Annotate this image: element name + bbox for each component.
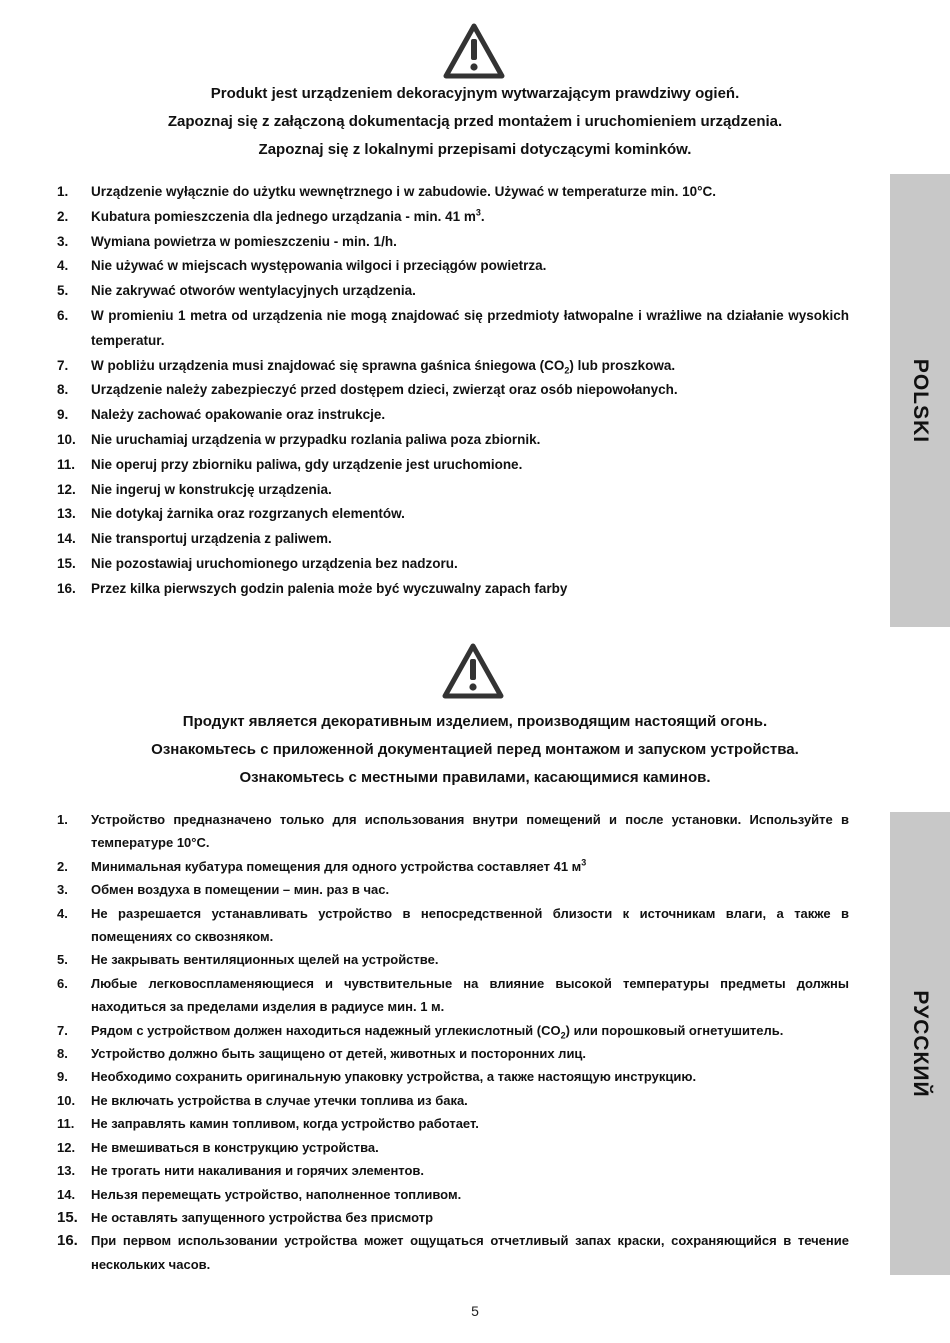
list-item-text: При первом использовании устройства может ощущаться отчетливый запах краски, сохраняющийся в течение нескольких часов.: [91, 1233, 849, 1272]
list-item: [57, 948, 849, 971]
list-item-text: Nie dotykaj żarnika oraz rozgrzanych elementów.: [91, 506, 405, 522]
list-item-number: 5.: [57, 283, 69, 299]
list-item: [57, 304, 849, 354]
list-item: [57, 972, 849, 1019]
list-item: [57, 1065, 849, 1088]
list-item: [57, 902, 849, 949]
list-item-text: W pobliżu urządzenia musi znajdować się sprawna gaśnica śniegowa (CO: [91, 357, 565, 373]
list-item: [57, 552, 849, 577]
list-item-text-tail: ) lub proszkowa.: [569, 357, 676, 373]
list-item-text: Необходимо сохранить оригинальную упаковку устройства, а также настоящую инструкцию.: [91, 1069, 697, 1085]
list-item-text: Wymiana powietrza w pomieszczeniu - min. 1/h.: [91, 233, 397, 249]
list-item-number: 9.: [57, 407, 69, 423]
polish-headline-1: Produkt jest urządzeniem dekoracyjnym wytwarzającym prawdziwy ogień.: [210, 85, 740, 102]
list-item-text: Nie operuj przy zbiorniku paliwa, gdy urządzenie jest uruchomione.: [91, 456, 523, 472]
list-item-number: 15.: [57, 1208, 78, 1226]
list-item-number: 16.: [57, 580, 76, 596]
list-item-number: 16.: [57, 1232, 78, 1250]
list-item: [57, 502, 849, 527]
list-item: [57, 1136, 849, 1159]
list-item: [57, 1183, 849, 1206]
list-item-number: 7.: [57, 357, 69, 373]
list-item-number: 2.: [57, 858, 68, 874]
list-item-text: W promieniu 1 metra od urządzenia nie mogą znajdować się przedmioty łatwopalne i wrażliwe na działanie wysokich temperatur.: [91, 307, 849, 348]
list-item: [57, 478, 849, 503]
list-item: [57, 180, 849, 205]
list-item: [57, 279, 849, 304]
list-item: [57, 527, 849, 552]
list-item-text: Nie używać w miejscach występowania wilgoci i przeciągów powietrza.: [91, 258, 547, 274]
list-item-text: Не оставлять запущенного устройства без присмотр: [91, 1209, 434, 1225]
list-item-number: 14.: [57, 531, 76, 547]
superscript: 3: [475, 207, 481, 218]
list-item-number: 15.: [57, 555, 76, 571]
list-item-number: 11.: [57, 456, 76, 472]
list-item-number: 6.: [57, 307, 69, 323]
warning-triangle-icon: [441, 642, 505, 700]
list-item-text: Не вмешиваться в конструкцию устройства.: [91, 1139, 379, 1155]
list-item: [57, 254, 849, 279]
list-item-text: Минимальная кубатура помещения для одного устройства составляет 41 м: [91, 858, 582, 874]
list-item-number: 6.: [57, 975, 68, 991]
subscript: 2: [564, 365, 570, 376]
list-item-text: Nie pozostawiaj uruchomionego urządzenia bez nadzoru.: [91, 555, 458, 571]
list-item-text: Рядом с устройством должен находиться надежный углекислотный (CO: [91, 1022, 561, 1038]
list-item-number: 8.: [57, 1046, 68, 1062]
lang-tab-russian: [890, 812, 950, 1275]
russian-headline-3: Ознакомьтесь с местными правилами, касающимися каминов.: [239, 769, 711, 786]
subscript: 2: [560, 1030, 566, 1041]
list-item-number: 7.: [57, 1022, 68, 1038]
list-item: [57, 1206, 849, 1229]
list-item-number: 14.: [57, 1186, 76, 1202]
list-item: [57, 1159, 849, 1182]
list-item-text: Nie ingeruj w konstrukcję urządzenia.: [91, 481, 332, 497]
lang-tab-polski: [890, 174, 950, 627]
list-item: [57, 1229, 849, 1276]
list-item-number: 13.: [57, 1163, 76, 1179]
list-item: [57, 354, 849, 379]
list-item-text: Обмен воздуха в помещении – мин. раз в час.: [91, 882, 390, 898]
list-item: [57, 403, 849, 428]
list-item-number: 4.: [57, 905, 68, 921]
list-item: [57, 878, 849, 901]
list-item-number: 2.: [57, 208, 69, 224]
list-item-text: Не включать устройства в случае утечки топлива из бака.: [91, 1092, 468, 1108]
list-item-text: Przez kilka pierwszych godzin palenia może być wyczuwalny zapach farby: [91, 580, 568, 596]
list-item: [57, 855, 849, 878]
list-item-text: Należy zachować opakowanie oraz instrukcje.: [91, 407, 386, 423]
list-item-text: Любые легковоспламеняющиеся и чувствительные на влияние высокой температуры предметы должны находиться за пределами изделия в радиусе мин. 1 м.: [91, 975, 849, 1015]
list-item-number: 8.: [57, 382, 69, 398]
lang-tab-label: POLSKI: [909, 358, 932, 443]
list-item-text: Nie transportuj urządzenia z paliwem.: [91, 531, 332, 547]
list-item-number: 3.: [57, 882, 68, 898]
list-item-text-tail: ) или порошковый огнетушитель.: [565, 1022, 784, 1038]
list-item: [57, 1042, 849, 1065]
list-item: [57, 577, 849, 602]
page-number: 5: [471, 1303, 479, 1319]
list-item-text: Kubatura pomieszczenia dla jednego urządzania - min. 41 m: [91, 208, 476, 224]
list-item: [57, 205, 849, 230]
list-item-text-tail: .: [480, 208, 485, 224]
list-item-number: 4.: [57, 258, 69, 274]
list-item: [57, 230, 849, 255]
list-item-number: 11.: [57, 1116, 75, 1132]
list-item-text: Nie uruchamiaj urządzenia w przypadku rozlania paliwa poza zbiornik.: [91, 431, 541, 447]
list-item: [57, 1112, 849, 1135]
list-item-text: Не заправлять камин топливом, когда устройство работает.: [91, 1116, 479, 1132]
list-item: [57, 453, 849, 478]
list-item-text: Urządzenie wyłącznie do użytku wewnętrznego i w zabudowie. Używać w temperaturze min. 10°C.: [91, 184, 717, 199]
list-item-text: Не разрешается устанавливать устройство в непосредственной близости к источникам влаги, а также в помещениях со сквозняком.: [91, 905, 849, 945]
list-item-number: 13.: [57, 506, 76, 522]
lang-tab-label: РУССКИЙ: [909, 989, 932, 1098]
list-item-number: 1.: [57, 184, 69, 199]
list-item: [57, 378, 849, 403]
polish-headline-3: Zapoznaj się z lokalnymi przepisami dotyczącymi kominków.: [258, 141, 692, 158]
list-item: [57, 808, 849, 855]
superscript: 3: [581, 857, 587, 868]
list-item-number: 12.: [57, 481, 76, 497]
warning-triangle-icon: [442, 22, 506, 80]
list-item: [57, 1089, 849, 1112]
list-item-number: 10.: [57, 1092, 76, 1108]
list-item-number: 1.: [57, 812, 68, 827]
list-item-text: Нельзя перемещать устройство, наполненное топливом.: [91, 1186, 462, 1202]
list-item-number: 3.: [57, 233, 69, 249]
list-item-text: Не закрывать вентиляционных щелей на устройстве.: [91, 952, 439, 968]
list-item-number: 9.: [57, 1069, 68, 1085]
list-item-text: Nie zakrywać otworów wentylacyjnych urządzenia.: [91, 283, 416, 299]
polish-headline-2: Zapoznaj się z załączoną dokumentacją przed montażem i uruchomieniem urządzenia.: [167, 113, 783, 130]
list-item-text: Urządzenie należy zabezpieczyć przed dostępem dzieci, zwierząt oraz osób niepowołanych.: [91, 382, 678, 398]
russian-headline-1: Продукт является декоративным изделием, производящим настоящий огонь.: [182, 713, 768, 730]
list-item: [57, 428, 849, 453]
russian-headline-2: Ознакомьтесь с приложенной документацией перед монтажом и запуском устройства.: [151, 741, 799, 758]
list-item-text: Устройство должно быть защищено от детей, животных и посторонних лиц.: [91, 1046, 587, 1062]
list-item-text: Устройство предназначено только для использования внутри помещений и после установки. Используйте в температуре 10°C.: [91, 812, 849, 851]
list-item-number: 12.: [57, 1139, 76, 1155]
russian-safety-list: [57, 808, 849, 1276]
list-item: [57, 1019, 849, 1042]
polish-safety-list: [57, 180, 849, 602]
list-item-text: Не трогать нити накаливания и горячих элементов.: [91, 1163, 425, 1179]
list-item-number: 10.: [57, 431, 76, 447]
list-item-number: 5.: [57, 952, 68, 968]
